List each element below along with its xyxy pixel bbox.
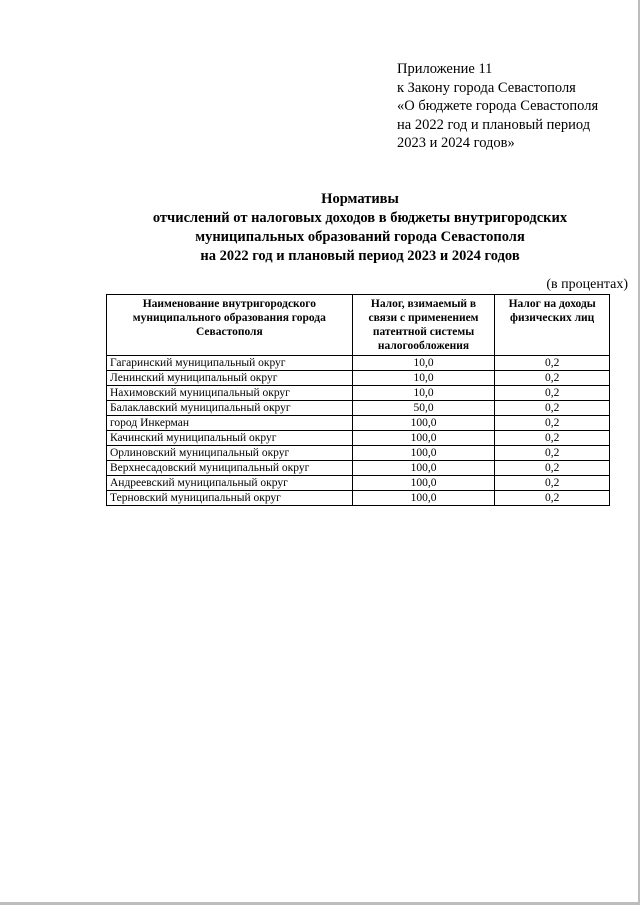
column-header-income-tax: Налог на доходы физических лиц: [495, 295, 610, 356]
cell-patent-tax: 100,0: [352, 446, 495, 461]
title-line: отчислений от налоговых доходов в бюджеты внутригородских: [152, 210, 568, 226]
cell-income-tax: 0,2: [495, 356, 610, 371]
table-header-row: [107, 295, 610, 356]
column-header-patent-tax: Налог, взимаемый в связи с применением патентной системы налогообложения: [352, 295, 495, 356]
cell-patent-tax: 100,0: [352, 476, 495, 491]
cell-municipality: Балаклавский муниципальный округ: [107, 401, 353, 416]
table-row: [107, 356, 610, 371]
cell-municipality: Андреевский муниципальный округ: [107, 476, 353, 491]
cell-patent-tax: 100,0: [352, 416, 495, 431]
table-row: [107, 386, 610, 401]
cell-patent-tax: 100,0: [352, 491, 495, 506]
cell-municipality: Орлиновский муниципальный округ: [107, 446, 353, 461]
cell-municipality: Терновский муниципальный округ: [107, 491, 353, 506]
cell-income-tax: 0,2: [495, 431, 610, 446]
title-line: Нормативы: [321, 191, 399, 207]
title-line: муниципальных образований города Севастополя: [195, 229, 525, 245]
cell-municipality: Гагаринский муниципальный округ: [107, 356, 353, 371]
cell-municipality: Нахимовский муниципальный округ: [107, 386, 353, 401]
cell-patent-tax: 10,0: [352, 371, 495, 386]
cell-patent-tax: 10,0: [352, 356, 495, 371]
table-row: [107, 431, 610, 446]
appendix-line: на 2022 год и плановый период: [397, 116, 591, 133]
units-note: (в процентах): [546, 277, 628, 292]
cell-municipality: Ленинский муниципальный округ: [107, 371, 353, 386]
column-header-municipality: Наименование внутригородского муниципального образования города Севастополя: [107, 295, 353, 356]
table-row: [107, 491, 610, 506]
table-row: [107, 416, 610, 431]
document-title: [100, 190, 620, 266]
table-row: [107, 446, 610, 461]
table-row: [107, 371, 610, 386]
appendix-header: [397, 60, 627, 153]
title-line: на 2022 год и плановый период 2023 и 2024 годов: [200, 248, 520, 264]
cell-income-tax: 0,2: [495, 491, 610, 506]
cell-patent-tax: 100,0: [352, 431, 495, 446]
cell-patent-tax: 50,0: [352, 401, 495, 416]
table-row: [107, 476, 610, 491]
appendix-line: к Закону города Севастополя: [397, 79, 576, 96]
cell-income-tax: 0,2: [495, 386, 610, 401]
cell-patent-tax: 10,0: [352, 386, 495, 401]
cell-income-tax: 0,2: [495, 416, 610, 431]
appendix-line: Приложение 11: [397, 61, 493, 77]
appendix-line: «О бюджете города Севастополя: [397, 98, 599, 114]
table-row: [107, 401, 610, 416]
cell-income-tax: 0,2: [495, 446, 610, 461]
norms-table: [106, 294, 610, 506]
cell-income-tax: 0,2: [495, 401, 610, 416]
appendix-line: 2023 и 2024 годов»: [397, 135, 515, 151]
cell-income-tax: 0,2: [495, 371, 610, 386]
cell-patent-tax: 100,0: [352, 461, 495, 476]
cell-municipality: город Инкерман: [107, 416, 353, 431]
cell-income-tax: 0,2: [495, 476, 610, 491]
cell-income-tax: 0,2: [495, 461, 610, 476]
cell-municipality: Верхнесадовский муниципальный округ: [107, 461, 353, 476]
cell-municipality: Качинский муниципальный округ: [107, 431, 353, 446]
table-row: [107, 461, 610, 476]
